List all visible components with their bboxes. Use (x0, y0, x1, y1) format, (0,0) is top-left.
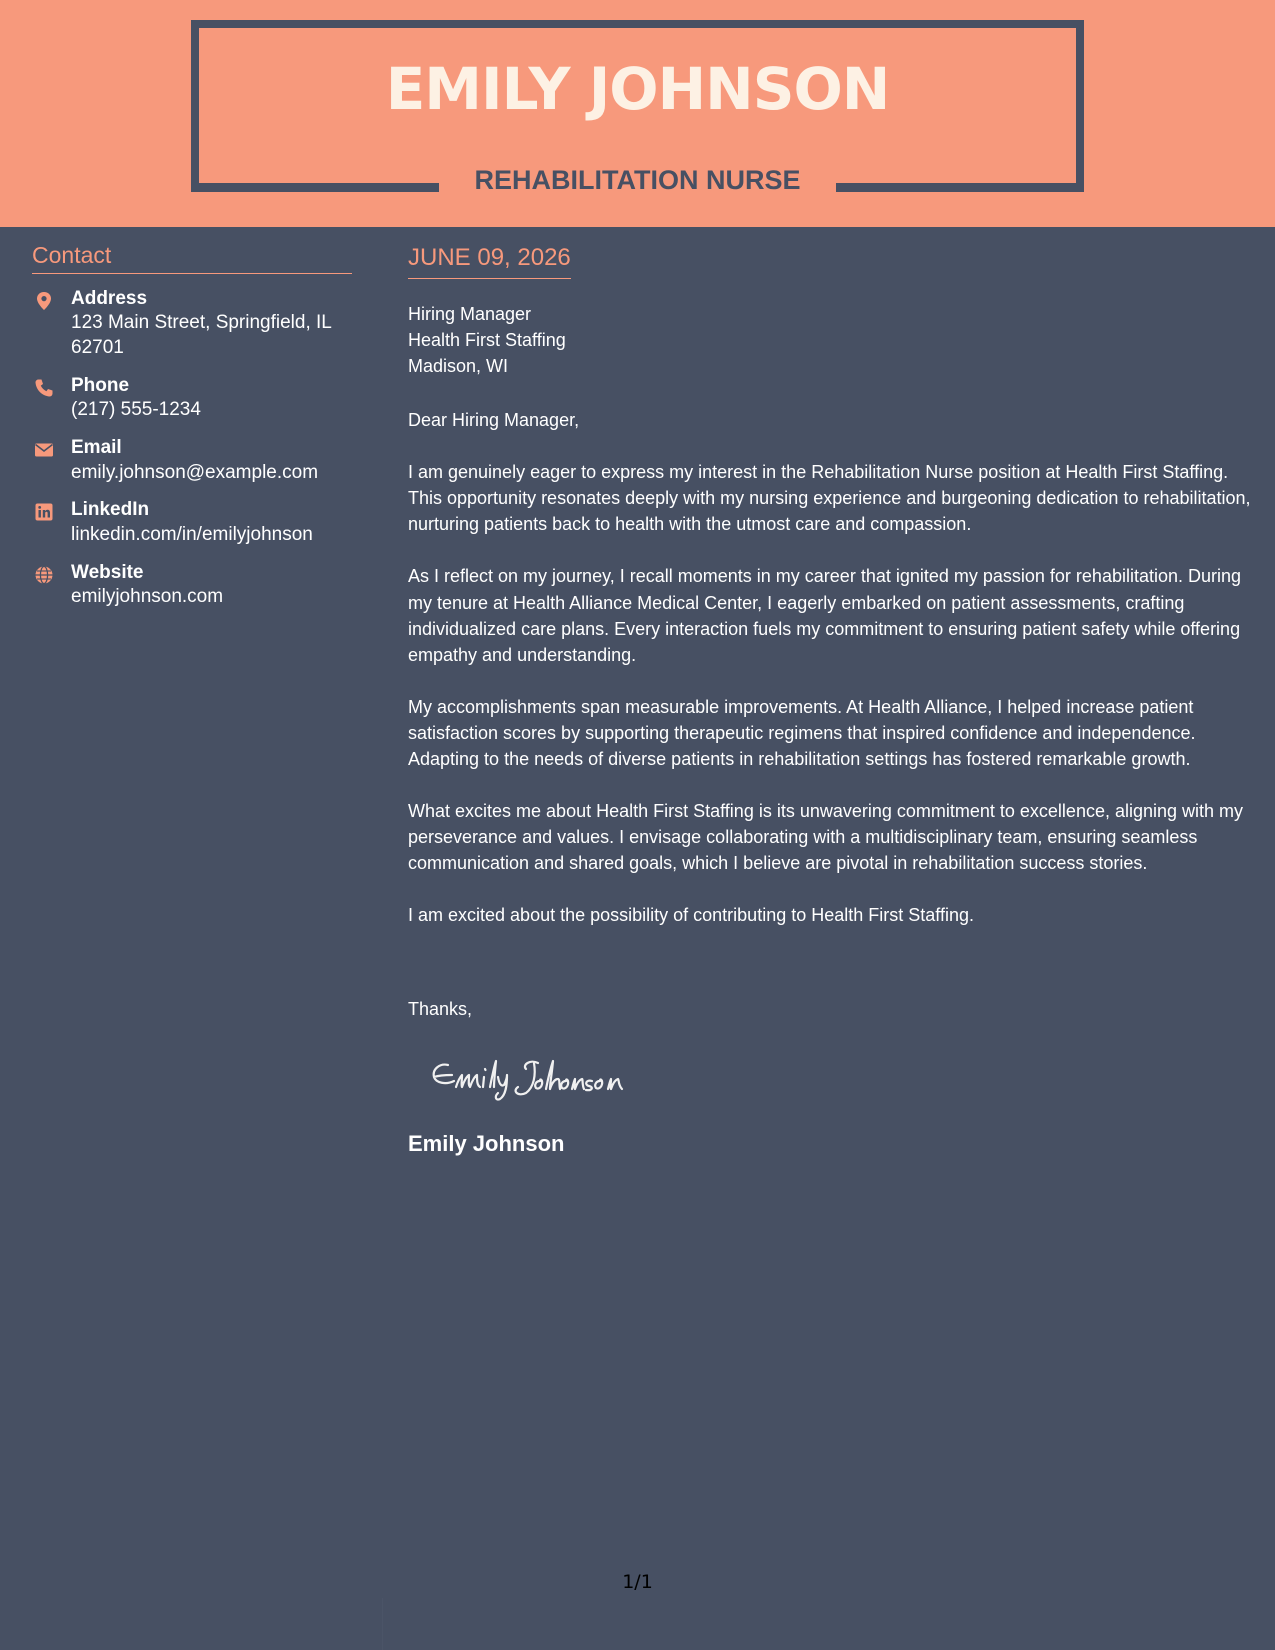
page-number: 1/1 (622, 1571, 653, 1593)
recipient-line: Health First Staffing (408, 329, 566, 350)
header-frame-bottom-right (836, 183, 1084, 192)
contact-item-phone (32, 374, 352, 423)
header-frame-right (1076, 20, 1084, 192)
contact-item-address (32, 287, 352, 361)
phone-icon (34, 378, 54, 398)
recipient-line: Hiring Manager (408, 303, 532, 324)
letter-paragraph: I am genuinely eager to express my interest in the Rehabilitation Nurse position at Health First Staffing. This opportunity resonates deeply with my nursing experience and burgeoning dedication to rehabilitation, nurturing patients back to health with the utmost care and compassion. (408, 462, 1251, 535)
divider (382, 1598, 383, 1650)
letter-paragraph: I am excited about the possibility of contributing to Health First Staffing. (408, 905, 974, 926)
job-title: REHABILITATION NURSE (474, 165, 801, 195)
globe-icon (34, 565, 54, 585)
contact-item-email (32, 436, 352, 485)
linkedin-icon (34, 502, 54, 522)
header-frame-bottom-left (191, 183, 439, 192)
website-value[interactable]: emilyjohnson.com (71, 586, 224, 608)
contact-item-linkedin (32, 498, 352, 547)
email-value[interactable]: emily.johnson@example.com (71, 461, 319, 483)
salutation: Dear Hiring Manager, (408, 410, 580, 431)
contact-label: Website (71, 561, 144, 583)
letter-paragraph: As I reflect on my journey, I recall moments in my career that ignited my passion for rehabilitation. During my tenure at Health Alliance Medical Center, I eagerly embarked on patient assessments, crafting individualized care plans. Every interaction fuels my commitment to ensuring patient safety while offering empathy and understanding. (408, 566, 1242, 665)
contact-label: Phone (71, 374, 130, 396)
recipient-block (408, 301, 1251, 379)
applicant-name: EMILY JOHNSON (385, 55, 890, 123)
handwritten-signature (426, 1053, 1251, 1103)
header-frame-top (191, 20, 1084, 28)
header-banner (0, 0, 1275, 227)
letter-date: JUNE 09, 2026 (408, 244, 571, 279)
contact-item-website (32, 561, 352, 610)
phone-value: (217) 555-1234 (71, 399, 201, 421)
recipient-line: Madison, WI (408, 355, 509, 376)
address-value: 123 Main Street, Springfield, IL 62701 (71, 312, 332, 358)
signer-name: Emily Johnson (408, 1130, 565, 1156)
letter-paragraph: My accomplishments span measurable improvements. At Health Alliance, I helped increase patient satisfaction scores by supporting therapeutic regimens that inspired confidence and independence. Adapting to the needs of diverse patients in rehabilitation settings has fostered remarkable growth. (408, 696, 1196, 770)
contact-heading: Contact (32, 242, 352, 274)
contact-label: LinkedIn (71, 499, 150, 521)
contact-label: Email (71, 437, 122, 459)
envelope-icon (34, 440, 54, 460)
contact-label: Address (71, 287, 148, 309)
header-frame-left (191, 20, 199, 192)
contact-sidebar (32, 242, 352, 623)
letter-body (408, 244, 1251, 1157)
contact-list (32, 287, 352, 611)
closing-line: Thanks, (408, 999, 473, 1020)
linkedin-value[interactable]: linkedin.com/in/emilyjohnson (71, 524, 313, 546)
location-pin-icon (34, 291, 54, 311)
letter-paragraph: What excites me about Health First Staffing is its unwavering commitment to excellence, aligning with my perseverance and values. I envisage collaborating with a multidisciplinary team, ensuring seamless communication and shared goals, which I believe are pivotal in rehabilitation success stories. (408, 801, 1244, 874)
